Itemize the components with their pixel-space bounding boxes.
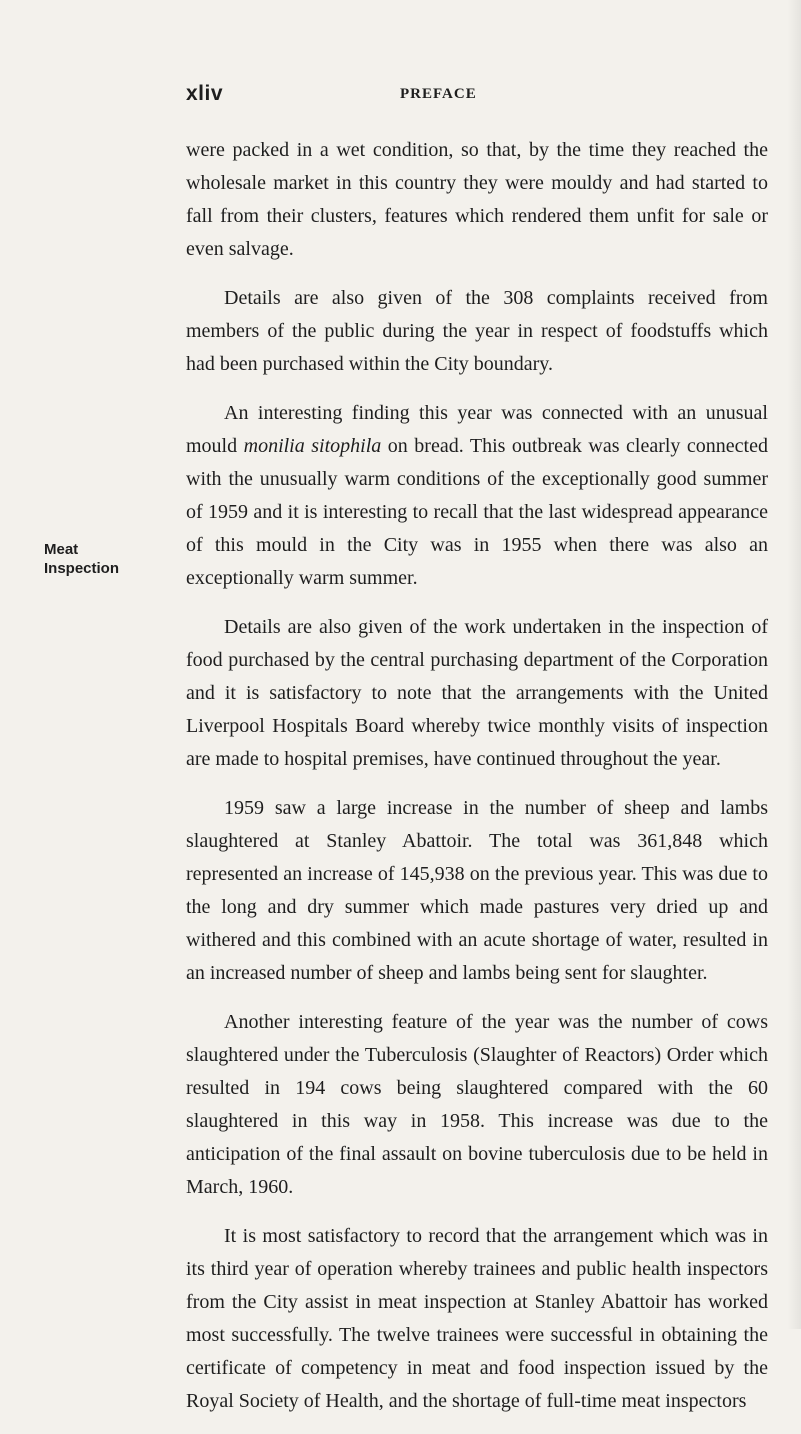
paragraph-3 (186, 397, 768, 595)
paragraph-1: were packed in a wet condition, so that, by the time they reached the wholesale market in this country they were mouldy and had started to fall from their clusters, features which rendered them unfit for sale or even salvage. (186, 139, 768, 260)
side-heading-line2: Inspection (44, 560, 120, 577)
paragraph-2: Details are also given of the 308 complaints received from members of the public during the year in respect of foodstuffs which had been purchased within the City boundary. (186, 287, 768, 375)
paragraph-5: 1959 saw a large increase in the number of sheep and lambs slaughtered at Stanley Abattoir. The total was 361,848 which represented an increase of 145,938 on the previous year. This was due to the long and dry summer which made pastures very dried up and withered and this combined with an acute shortage of water, resulted in an increased number of sheep and lambs being sent for slaughter. (186, 797, 768, 984)
paragraph-3-italic: monilia sitophila (243, 435, 382, 457)
side-heading (44, 540, 164, 578)
paragraph-3-text-b: on bread. This outbreak was clearly connected with the unusually warm conditions of the exceptionally good summer of 1959 and it is interesting to recall that the last widespread appearance of this mould in the City was in 1955 when there was also an exceptionally warm summer. (186, 435, 768, 589)
paragraph-6: Another interesting feature of the year was the number of cows slaughtered under the Tuberculosis (Slaughter of Reactors) Order which resulted in 194 cows being slaughtered compared with the 60 slaughtered in this way in 1958. This increase was due to the anticipation of the final assault on bovine tuberculosis due to be held in March, 1960. (186, 1011, 768, 1198)
page-number: xliv (186, 82, 224, 105)
page-edge-shadow (787, 0, 801, 1329)
body-text (186, 134, 768, 1434)
side-heading-line1: Meat (44, 541, 79, 558)
paragraph-7: It is most satisfactory to record that the arrangement which was in its third year of operation whereby trainees and public health inspectors from the City assist in meat inspection at Stanley Abattoir has worked most successfully. The twelve trainees were successful in obtaining the certificate of competency in meat and food inspection issued by the Royal Society of Health, and the shortage of full-time meat inspectors (186, 1225, 768, 1412)
paragraph-3-text-a: An interesting finding this year was connected with an unusual mould (186, 402, 768, 457)
running-head: PREFACE (400, 86, 477, 102)
paragraph-4: Details are also given of the work undertaken in the inspection of food purchased by the central purchasing department of the Corporation and it is satisfactory to note that the arrangements with the United Liverpool Hospitals Board whereby twice monthly visits of inspection are made to hospital premises, have continued throughout the year. (186, 616, 768, 770)
